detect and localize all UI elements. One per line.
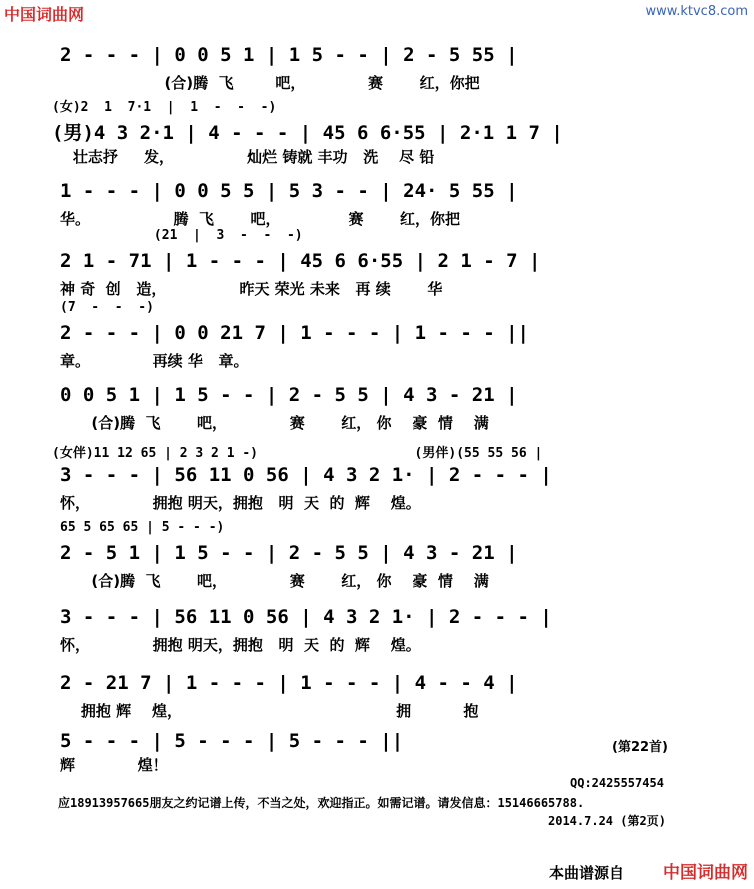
notes-line: 2 1 - 71 | 1 - - - | 45 6 6·55 | 2 1 - 7 | [60,250,541,272]
lyrics-line: 壮志抒 发， 灿烂 铸就 丰功 洗 尽 铅 [52,148,435,166]
site-url-right: www.ktvc8.com [645,4,748,19]
lyrics-line: 怀， 拥抱 明天，拥抱 明 天 的 辉 煌。 [60,494,421,512]
lyrics-line: (合)腾 飞 吧， 赛 红， 你 豪 情 满 [60,414,489,432]
notes-line: 0 0 5 1 | 1 5 - - | 2 - 5 5 | 4 3 - 21 | [60,384,518,406]
accompaniment-line: (女)2 1 7·1 | 1 - - -) [52,100,277,115]
notes-line: 2 - - - | 0 0 5 1 | 1 5 - - | 2 - 5 55 | [60,44,518,66]
date-page: 2014.7.24 (第2页) [548,814,666,828]
source-brand: 中国词曲网 [663,863,748,883]
notes-line: 2 - 5 1 | 1 5 - - | 2 - 5 5 | 4 3 - 21 | [60,542,518,564]
song-number-tag: (第22首) [612,740,668,755]
site-logo-left: 中国词曲网 [4,5,85,24]
lyrics-line: 章。 再续 华 章。 [60,352,249,370]
notes-line: 2 - - - | 0 0 21 7 | 1 - - - | 1 - - - || [60,322,529,344]
lyrics-line: 华。 腾 飞 吧， 赛 红，你把 [60,210,460,228]
source-label: 本曲谱源自 [548,864,624,882]
lyrics-line: 神 奇 创 造， 昨天 荣光 未来 再 续 华 [60,280,443,298]
lyrics-line: (合)腾 飞 吧， 赛 红， 你 豪 情 满 [60,572,489,590]
notes-line: 3 - - - | 56 11 0 56 | 4 3 2 1· | 2 - - - | [60,606,552,628]
accompaniment-line: (女伴)11 12 65 | 2 3 2 1 -) (男伴)(55 55 56 | [52,446,543,461]
lyrics-line: 拥抱 辉 煌， 拥 抱 [60,702,479,720]
lyrics-line: 辉 煌！ [60,756,168,774]
lyrics-line: 怀， 拥抱 明天，拥抱 明 天 的 辉 煌。 [60,636,421,654]
notes-line: (男)4 3 2·1 | 4 - - - | 45 6 6·55 | 2·1 1 7 | [52,122,563,144]
qq-contact: QQ:2425557454 [570,776,664,790]
accompaniment-line: (21 | 3 - - -) [60,228,303,243]
transcriber-note: 应18913957665朋友之约记谱上传，不当之处，欢迎指正。如需记谱。请发信息：15146665788. [58,796,585,810]
accompaniment-line: 65 5 65 65 | 5 - - -) [60,520,225,535]
notes-line: 5 - - - | 5 - - - | 5 - - - || [60,730,404,752]
accompaniment-line: (7 - - -) [60,300,154,315]
notes-line: 3 - - - | 56 11 0 56 | 4 3 2 1· | 2 - - - | [60,464,552,486]
notes-line: 2 - 21 7 | 1 - - - | 1 - - - | 4 - - 4 | [60,672,518,694]
notes-line: 1 - - - | 0 0 5 5 | 5 3 - - | 24· 5 55 | [60,180,518,202]
lyrics-line: (合)腾 飞 吧， 赛 红，你把 [60,74,480,92]
